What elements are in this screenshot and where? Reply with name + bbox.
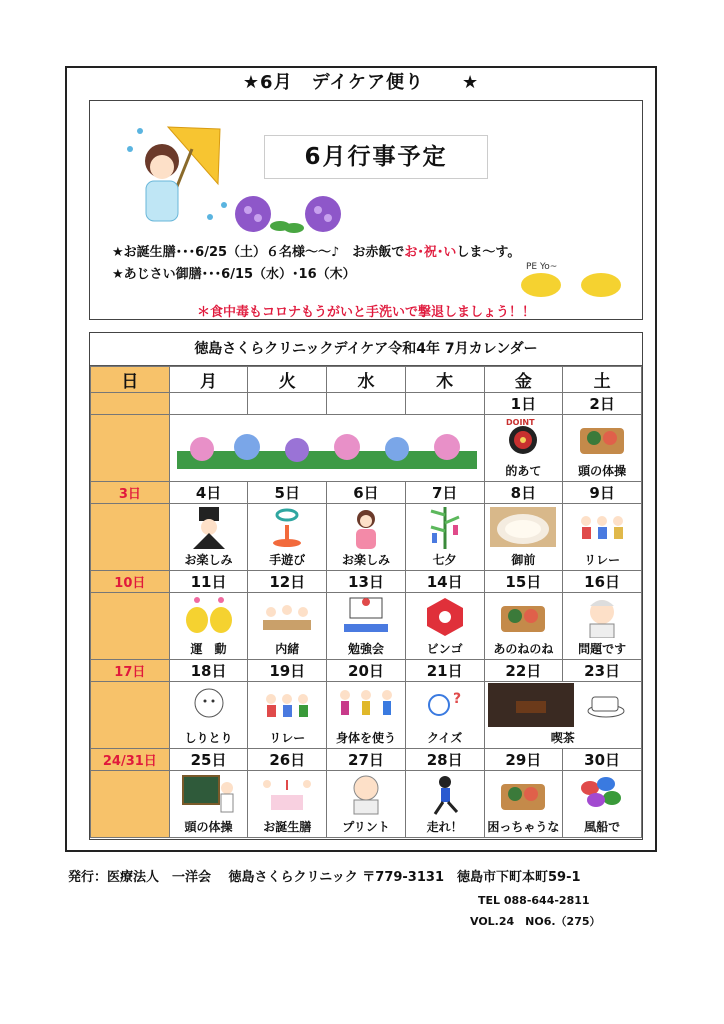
cafe-photo-icon xyxy=(488,683,638,727)
activity-label: 風船で xyxy=(584,820,621,834)
magician-icon xyxy=(179,505,239,549)
weekday-mon: 月 xyxy=(169,367,248,393)
activity-cell xyxy=(91,771,170,838)
activity-label: 運 動 xyxy=(190,642,227,656)
activity-cell xyxy=(484,504,563,571)
date-cell xyxy=(405,393,484,415)
activity-cell xyxy=(563,593,642,660)
date-row-4 xyxy=(91,660,642,682)
birthday-event-line: ★お誕生膳･･･6/25（土）６名様～～♪ お赤飯でお･祝･いしま～す。 xyxy=(112,245,521,260)
date-cell: 8日 xyxy=(484,482,563,504)
date-cell xyxy=(169,393,248,415)
activity-cell xyxy=(169,593,248,660)
date-cell: 20日 xyxy=(327,660,406,682)
activity-cell xyxy=(169,682,248,749)
activity-label: あのねのね xyxy=(493,642,554,656)
activity-row-4 xyxy=(91,682,642,749)
weekday-tue: 火 xyxy=(248,367,327,393)
date-cell: 5日 xyxy=(248,482,327,504)
activity-label: 走れ！ xyxy=(426,820,463,834)
date-cell: 15日 xyxy=(484,571,563,593)
activity-cell xyxy=(327,682,406,749)
activity-label: 頭の体操 xyxy=(184,820,233,834)
activity-cell xyxy=(405,593,484,660)
date-cell xyxy=(91,393,170,415)
study-group-icon xyxy=(336,594,396,638)
activity-cell xyxy=(484,593,563,660)
date-cell: 10日 xyxy=(91,571,170,593)
activity-label: お楽しみ xyxy=(184,553,233,567)
activity-cell xyxy=(169,771,248,838)
activity-label: リレー xyxy=(584,553,621,567)
darts-label: DOINT xyxy=(506,418,535,427)
activity-label: 喫茶 xyxy=(550,731,575,745)
date-cell: 14日 xyxy=(405,571,484,593)
weekday-wed: 水 xyxy=(327,367,406,393)
activity-cell xyxy=(91,682,170,749)
svg-text:?: ? xyxy=(452,691,461,707)
brain-puzzle-icon xyxy=(572,416,632,460)
activity-label: 身体を使う xyxy=(335,731,396,745)
volume-number: VOL.24 NO6.（275） xyxy=(470,915,601,928)
activity-row-2 xyxy=(91,504,642,571)
weekday-sun: 日 xyxy=(91,367,170,393)
july-calendar xyxy=(89,332,643,840)
date-row-2 xyxy=(91,482,642,504)
date-cell: 24/31日 xyxy=(91,749,170,771)
ring-toss-icon xyxy=(257,505,317,549)
activity-cell xyxy=(563,771,642,838)
activity-label: 問題です xyxy=(578,642,627,656)
hygiene-note: ＊食中毒もコロナもうがいと手洗いで撃退しましょう！！ xyxy=(196,305,535,320)
activity-label: 的あて xyxy=(505,464,542,478)
activity-cell xyxy=(563,504,642,571)
weekday-thu: 木 xyxy=(405,367,484,393)
date-cell: 27日 xyxy=(327,749,406,771)
svg-text:PE Yo~: PE Yo~ xyxy=(526,262,558,272)
cafe-cell xyxy=(484,682,641,749)
activity-label: リレー xyxy=(269,731,306,745)
date-cell: 16日 xyxy=(563,571,642,593)
date-cell: 4日 xyxy=(169,482,248,504)
date-cell: 30日 xyxy=(563,749,642,771)
activity-cell xyxy=(484,415,563,482)
activity-label: ビンゴ xyxy=(426,642,463,656)
activity-label: 困っちゃうな xyxy=(487,820,560,834)
hydrangea-illustration xyxy=(228,186,358,236)
activity-cell xyxy=(248,504,327,571)
date-cell: 21日 xyxy=(405,660,484,682)
date-cell: 18日 xyxy=(169,660,248,682)
calendar-table xyxy=(90,366,642,838)
newsletter-title: ★6月 デイケア便り ★ xyxy=(242,72,480,93)
activity-cell xyxy=(248,771,327,838)
activity-cell xyxy=(91,504,170,571)
activity-cell xyxy=(248,682,327,749)
chicks-illustration xyxy=(516,259,636,299)
relay-runners-icon-2 xyxy=(257,683,317,727)
date-cell xyxy=(327,393,406,415)
date-cell: 11日 xyxy=(169,571,248,593)
date-cell: 13日 xyxy=(327,571,406,593)
weekday-header-row xyxy=(91,367,642,393)
activity-cell xyxy=(405,682,484,749)
activity-label: お誕生膳 xyxy=(263,820,312,834)
activity-cell xyxy=(91,415,170,482)
date-cell: 22日 xyxy=(484,660,563,682)
activity-label: 勉強会 xyxy=(347,642,384,656)
activity-cell xyxy=(563,415,642,482)
meal-bowl-icon xyxy=(488,505,558,549)
date-cell: 25日 xyxy=(169,749,248,771)
date-cell: 23日 xyxy=(563,660,642,682)
activity-row-1 xyxy=(91,415,642,482)
activity-label: 手遊び xyxy=(269,553,306,567)
date-cell: 26日 xyxy=(248,749,327,771)
quiz-icon xyxy=(415,683,475,727)
singing-woman-icon xyxy=(336,505,396,549)
date-cell: 12日 xyxy=(248,571,327,593)
blackboard-teacher-icon xyxy=(179,772,239,816)
date-cell: 19日 xyxy=(248,660,327,682)
thinking-girl-icon xyxy=(179,683,239,727)
date-cell: 9日 xyxy=(563,482,642,504)
activity-label: 内緒 xyxy=(275,642,300,656)
activity-label: 御前 xyxy=(511,553,536,567)
activity-cell xyxy=(327,593,406,660)
hydrangea-banner-illustration xyxy=(177,425,477,469)
activity-cell xyxy=(405,771,484,838)
hydrangea-event-line: ★あじさい御膳･･･6/15（水）･16（木） xyxy=(112,267,356,282)
activity-cell xyxy=(169,504,248,571)
activity-cell xyxy=(327,504,406,571)
date-cell: 29日 xyxy=(484,749,563,771)
telephone: TEL 088-644-2811 xyxy=(478,894,590,907)
activity-label: クイズ xyxy=(427,731,463,745)
activity-cell xyxy=(248,593,327,660)
date-cell: 6日 xyxy=(327,482,406,504)
date-cell: 1日 xyxy=(484,393,563,415)
relay-runners-icon xyxy=(572,505,632,549)
hydrangea-banner-cell xyxy=(169,415,484,482)
activity-cell xyxy=(327,771,406,838)
newsletter-frame xyxy=(65,66,657,852)
activity-label: お楽しみ xyxy=(341,553,390,567)
weekday-fri: 金 xyxy=(484,367,563,393)
tanabata-bamboo-icon xyxy=(415,505,475,549)
brain-puzzle-icon-3 xyxy=(493,772,553,816)
date-cell: 28日 xyxy=(405,749,484,771)
brain-puzzle-icon-2 xyxy=(493,594,553,638)
date-row-1 xyxy=(91,393,642,415)
darts-icon xyxy=(493,416,553,460)
professor-icon xyxy=(572,594,632,638)
publisher-line: 発行：医療法人 一洋会 徳島さくらクリニック 〒779-3131 徳島市下町本町59-1 xyxy=(68,870,581,885)
running-person-icon xyxy=(415,772,475,816)
activity-label: プリント xyxy=(342,820,390,834)
activity-label: 七夕 xyxy=(432,553,457,567)
date-cell: 2日 xyxy=(563,393,642,415)
date-cell: 7日 xyxy=(405,482,484,504)
group-meeting-icon xyxy=(257,594,317,638)
activity-row-5 xyxy=(91,771,642,838)
events-title: 6月行事予定 xyxy=(264,135,488,179)
date-row-3 xyxy=(91,571,642,593)
activity-cell xyxy=(484,771,563,838)
activity-cell xyxy=(405,504,484,571)
balloons-icon xyxy=(572,772,632,816)
activity-row-3 xyxy=(91,593,642,660)
activity-label: 頭の体操 xyxy=(578,464,627,478)
date-cell: 17日 xyxy=(91,660,170,682)
bingo-machine-icon xyxy=(415,594,475,638)
activity-label: しりとり xyxy=(184,731,233,745)
date-cell: 3日 xyxy=(91,482,170,504)
exercise-chicks-icon xyxy=(179,594,239,638)
elder-reading-icon xyxy=(336,772,396,816)
date-cell xyxy=(248,393,327,415)
date-row-5 xyxy=(91,749,642,771)
birthday-cake-icon xyxy=(257,772,317,816)
weekday-sat: 土 xyxy=(563,367,642,393)
girl-umbrella-illustration xyxy=(120,109,230,234)
events-box xyxy=(89,100,643,320)
calendar-title: 徳島さくらクリニックデイケア令和4年 7月カレンダー xyxy=(90,333,642,366)
activity-cell xyxy=(91,593,170,660)
exercise-people-icon xyxy=(331,683,401,727)
